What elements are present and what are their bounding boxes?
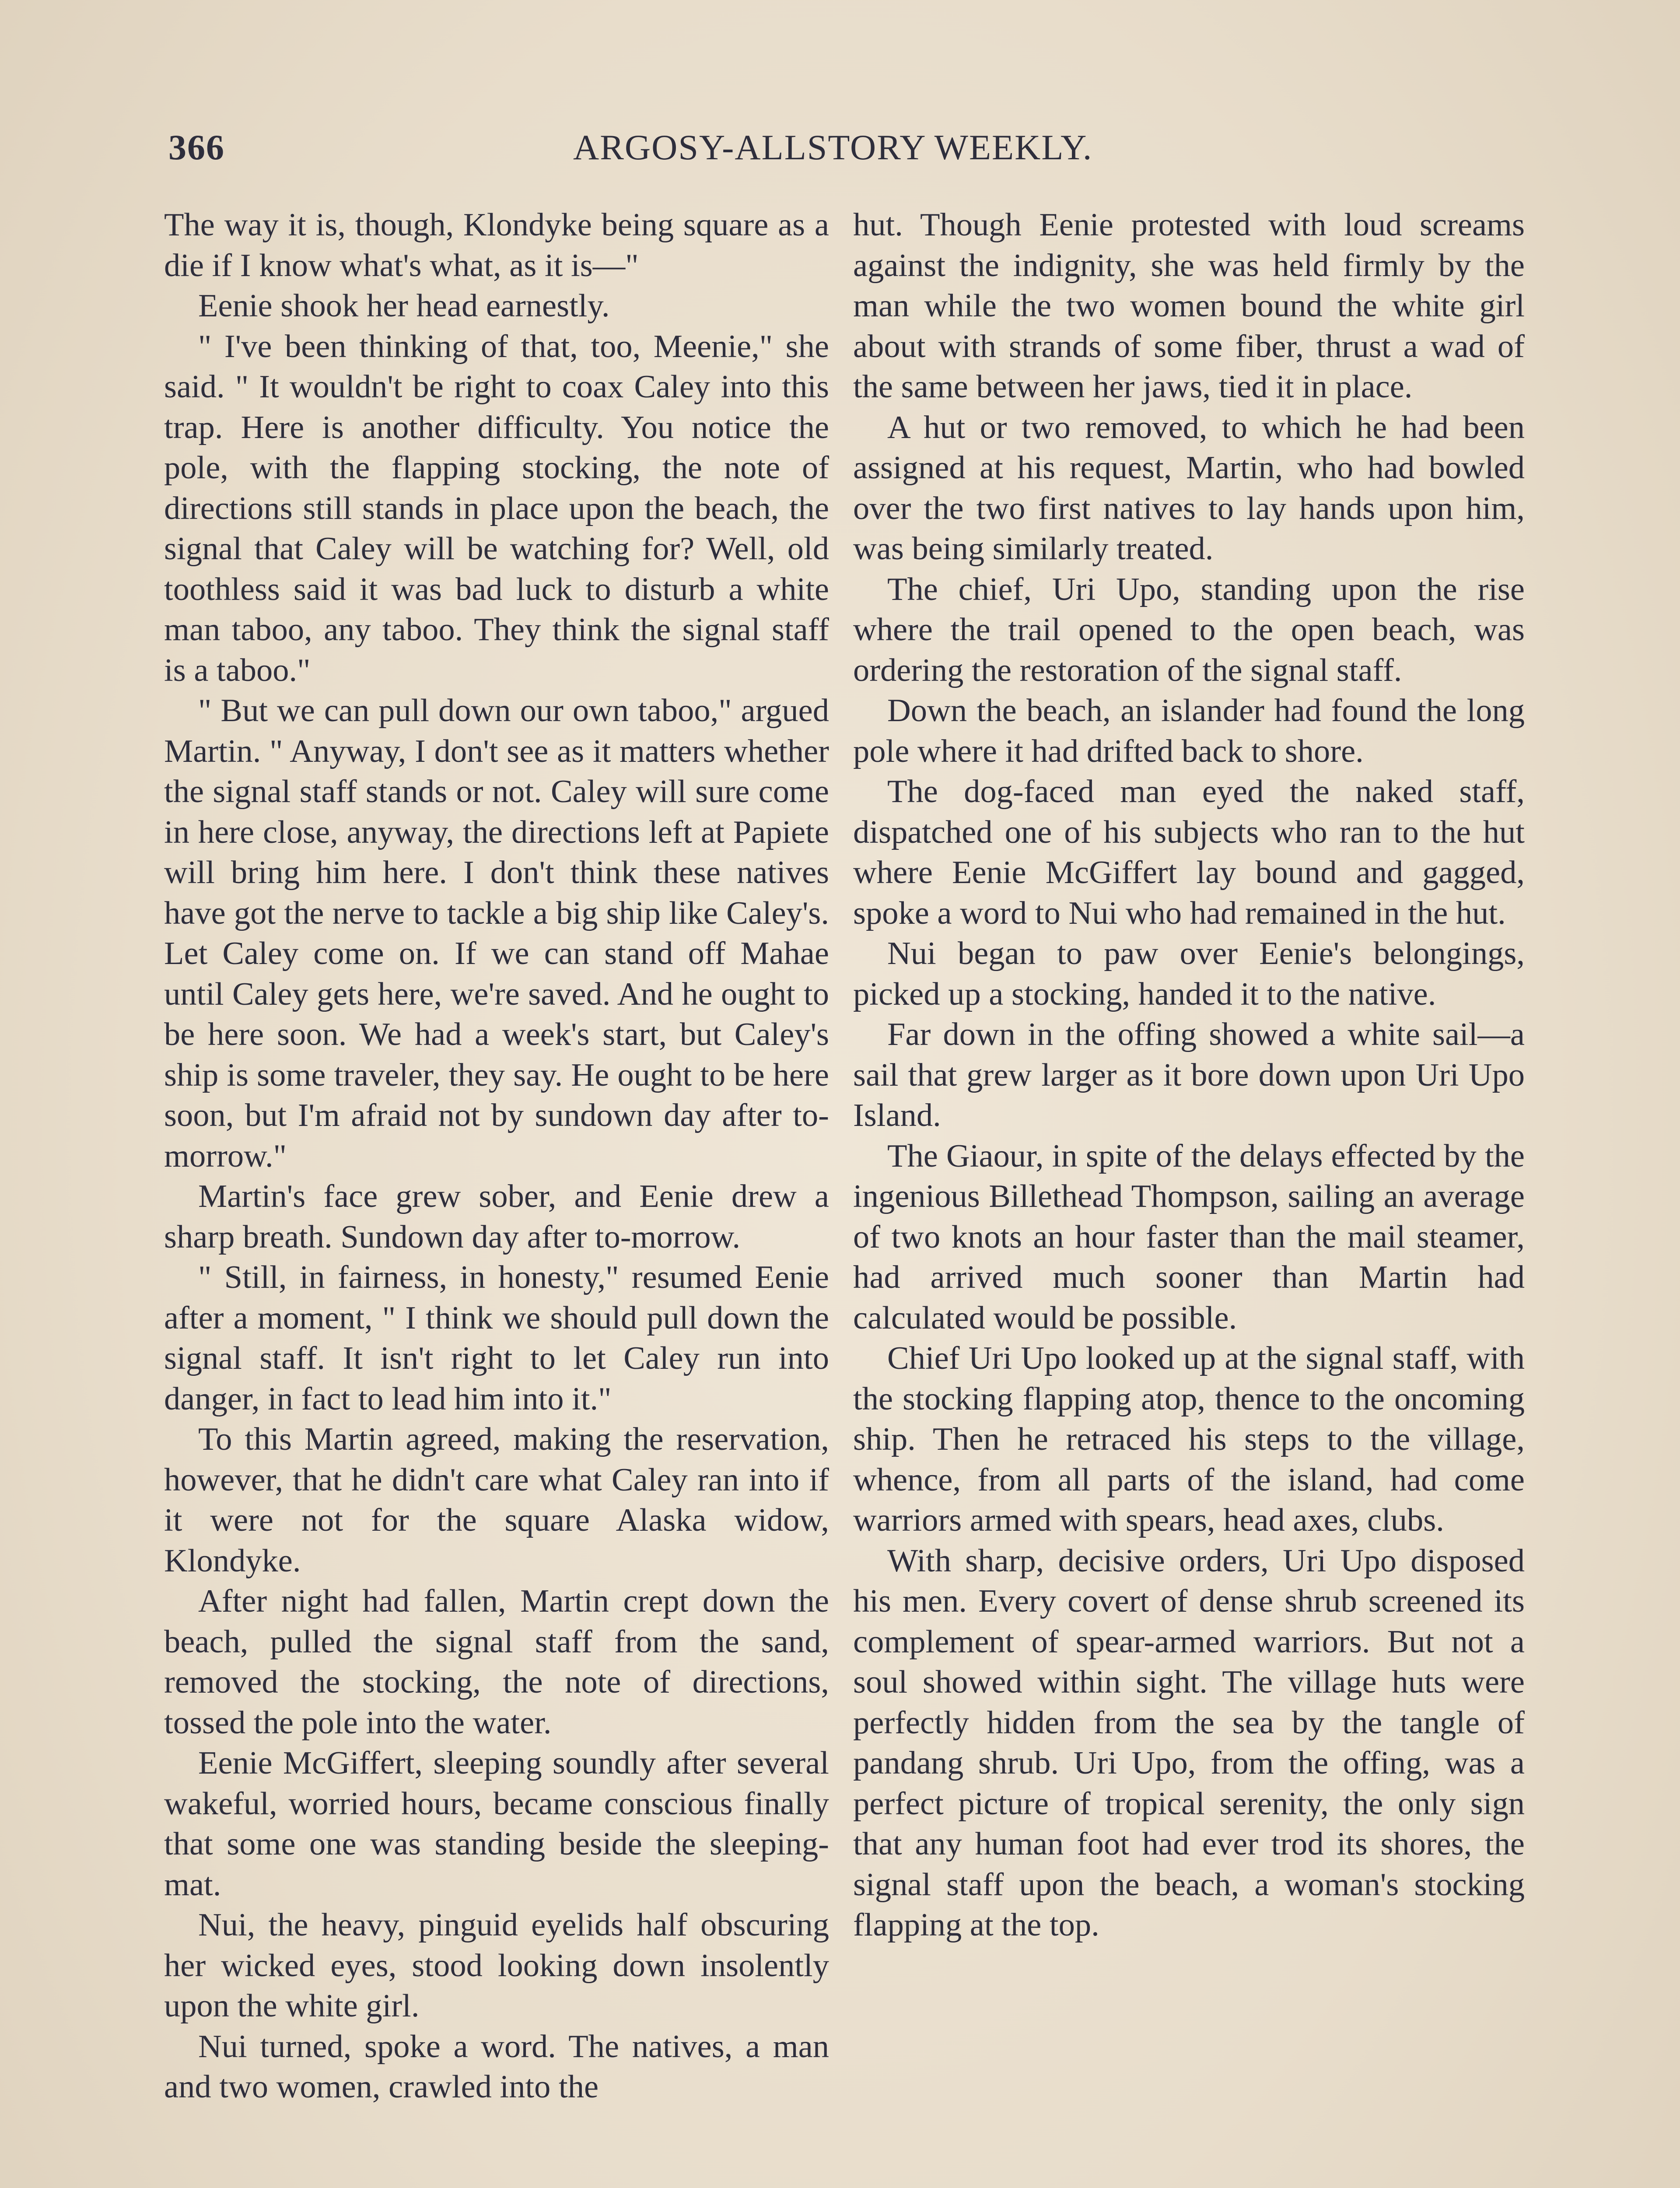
paragraph: Eenie shook her head earnestly.	[198, 288, 610, 324]
paragraph: Martin's face grew sober, and Eenie drew a sharp breath. Sundown day after to-morrow.	[164, 1178, 829, 1255]
page-header	[168, 127, 1525, 175]
paragraph: Eenie McGiffert, sleeping soundly after several wakeful, worried hours, became conscious finally that some one was standing beside the sleeping-mat.	[164, 1745, 829, 1903]
paragraph: hut. Though Eenie protested with loud screams against the indignity, she was held firmly by the man while the two women bound the white girl about with strands of some fiber, thrust a wad of the same between her jaws, tied it in place.	[853, 207, 1525, 405]
paragraph: The dog-faced man eyed the naked staff, dispatched one of his subjects who ran to the hut where Eenie McGiffert lay bound and gagged, spoke a word to Nui who had remained in the hut.	[853, 774, 1525, 931]
paragraph: To this Martin agreed, making the reservation, however, that he didn't care what Caley ran into if it were not for the square Alaska widow, Klondyke.	[164, 1421, 829, 1579]
paragraph: After night had fallen, Martin crept down the beach, pulled the signal staff from the sand, removed the stocking, the note of directions, tossed the pole into the water.	[164, 1583, 829, 1741]
paragraph: With sharp, decisive orders, Uri Upo disposed his men. Every covert of dense shrub screened its complement of spear-armed warriors. But not a soul showed within sight. The village huts were perfectly hidden from the sea by the tangle of pandang shrub. Uri Upo, from the offing, was a perfect picture of tropical serenity, the only sign that any human foot had ever trod its shores, the signal staff upon the beach, a woman's stocking flapping at the top.	[853, 1543, 1525, 1943]
paragraph: Chief Uri Upo looked up at the signal staff, with the stocking flapping atop, thence to the oncoming ship. Then he retraced his steps to the village, whence, from all parts of the island, had come warriors armed with spears, head axes, clubs.	[853, 1340, 1525, 1538]
running-title: ARGOSY-ALLSTORY WEEKLY.	[573, 127, 1093, 167]
paragraph: Far down in the offing showed a white sail—a sail that grew larger as it bore down upon Uri Upo Island.	[853, 1017, 1525, 1133]
page-number: 366	[168, 127, 225, 167]
paragraph: The chief, Uri Upo, standing upon the rise where the trail opened to the open beach, was ordering the restoration of the signal staff.	[853, 571, 1525, 688]
paragraph: Nui, the heavy, pinguid eyelids half obscuring her wicked eyes, stood looking down insolently upon the white girl.	[164, 1907, 829, 2024]
paragraph: " I've been thinking of that, too, Meenie," she said. " It wouldn't be right to coax Caley into this trap. Here is another difficulty. You notice the pole, with the flapping stocking, the note of directions still stands in place upon the beach, the signal that Caley will be watching for? Well, old toothless said it was bad luck to disturb a white man taboo, any taboo. They think the signal staff is a taboo."	[164, 328, 829, 688]
paragraph: " But we can pull down our own taboo," argued Martin. " Anyway, I don't see as it matters whether the signal staff stands or not. Caley will sure come in here close, anyway, the directions left at Papiete will bring him here. I don't think these natives have got the nerve to tackle a big ship like Caley's. Let Caley come on. If we can stand off Mahae until Caley gets here, we're saved. And he ought to be here soon. We had a week's start, but Caley's ship is some traveler, they say. He ought to be here soon, but I'm afraid not by sundown day after to-morrow."	[164, 693, 829, 1174]
paragraph: " Still, in fairness, in honesty," resumed Eenie after a moment, " I think we should pull down the signal staff. It isn't right to let Caley run into danger, in fact to lead him into it."	[164, 1259, 829, 1417]
right-column	[853, 205, 1525, 1946]
paragraph: A hut or two removed, to which he had been assigned at his request, Martin, who had bowled over the two first natives to lay hands upon him, was being similarly treated.	[853, 409, 1525, 567]
paragraph: Down the beach, an islander had found the long pole where it had drifted back to shore.	[853, 693, 1525, 769]
paragraph: The way it is, though, Klondyke being square as a die if I know what's what, as it is—"	[164, 207, 829, 284]
left-column	[164, 205, 829, 2107]
paragraph: The Giaour, in spite of the delays effected by the ingenious Billethead Thompson, sailing an average of two knots an hour faster than the mail steamer, had arrived much sooner than Martin had calculated would be possible.	[853, 1138, 1525, 1336]
paragraph: Nui turned, spoke a word. The natives, a man and two women, crawled into the	[164, 2028, 829, 2105]
paragraph: Nui began to paw over Eenie's belongings, picked up a stocking, handed it to the native.	[853, 936, 1525, 1012]
